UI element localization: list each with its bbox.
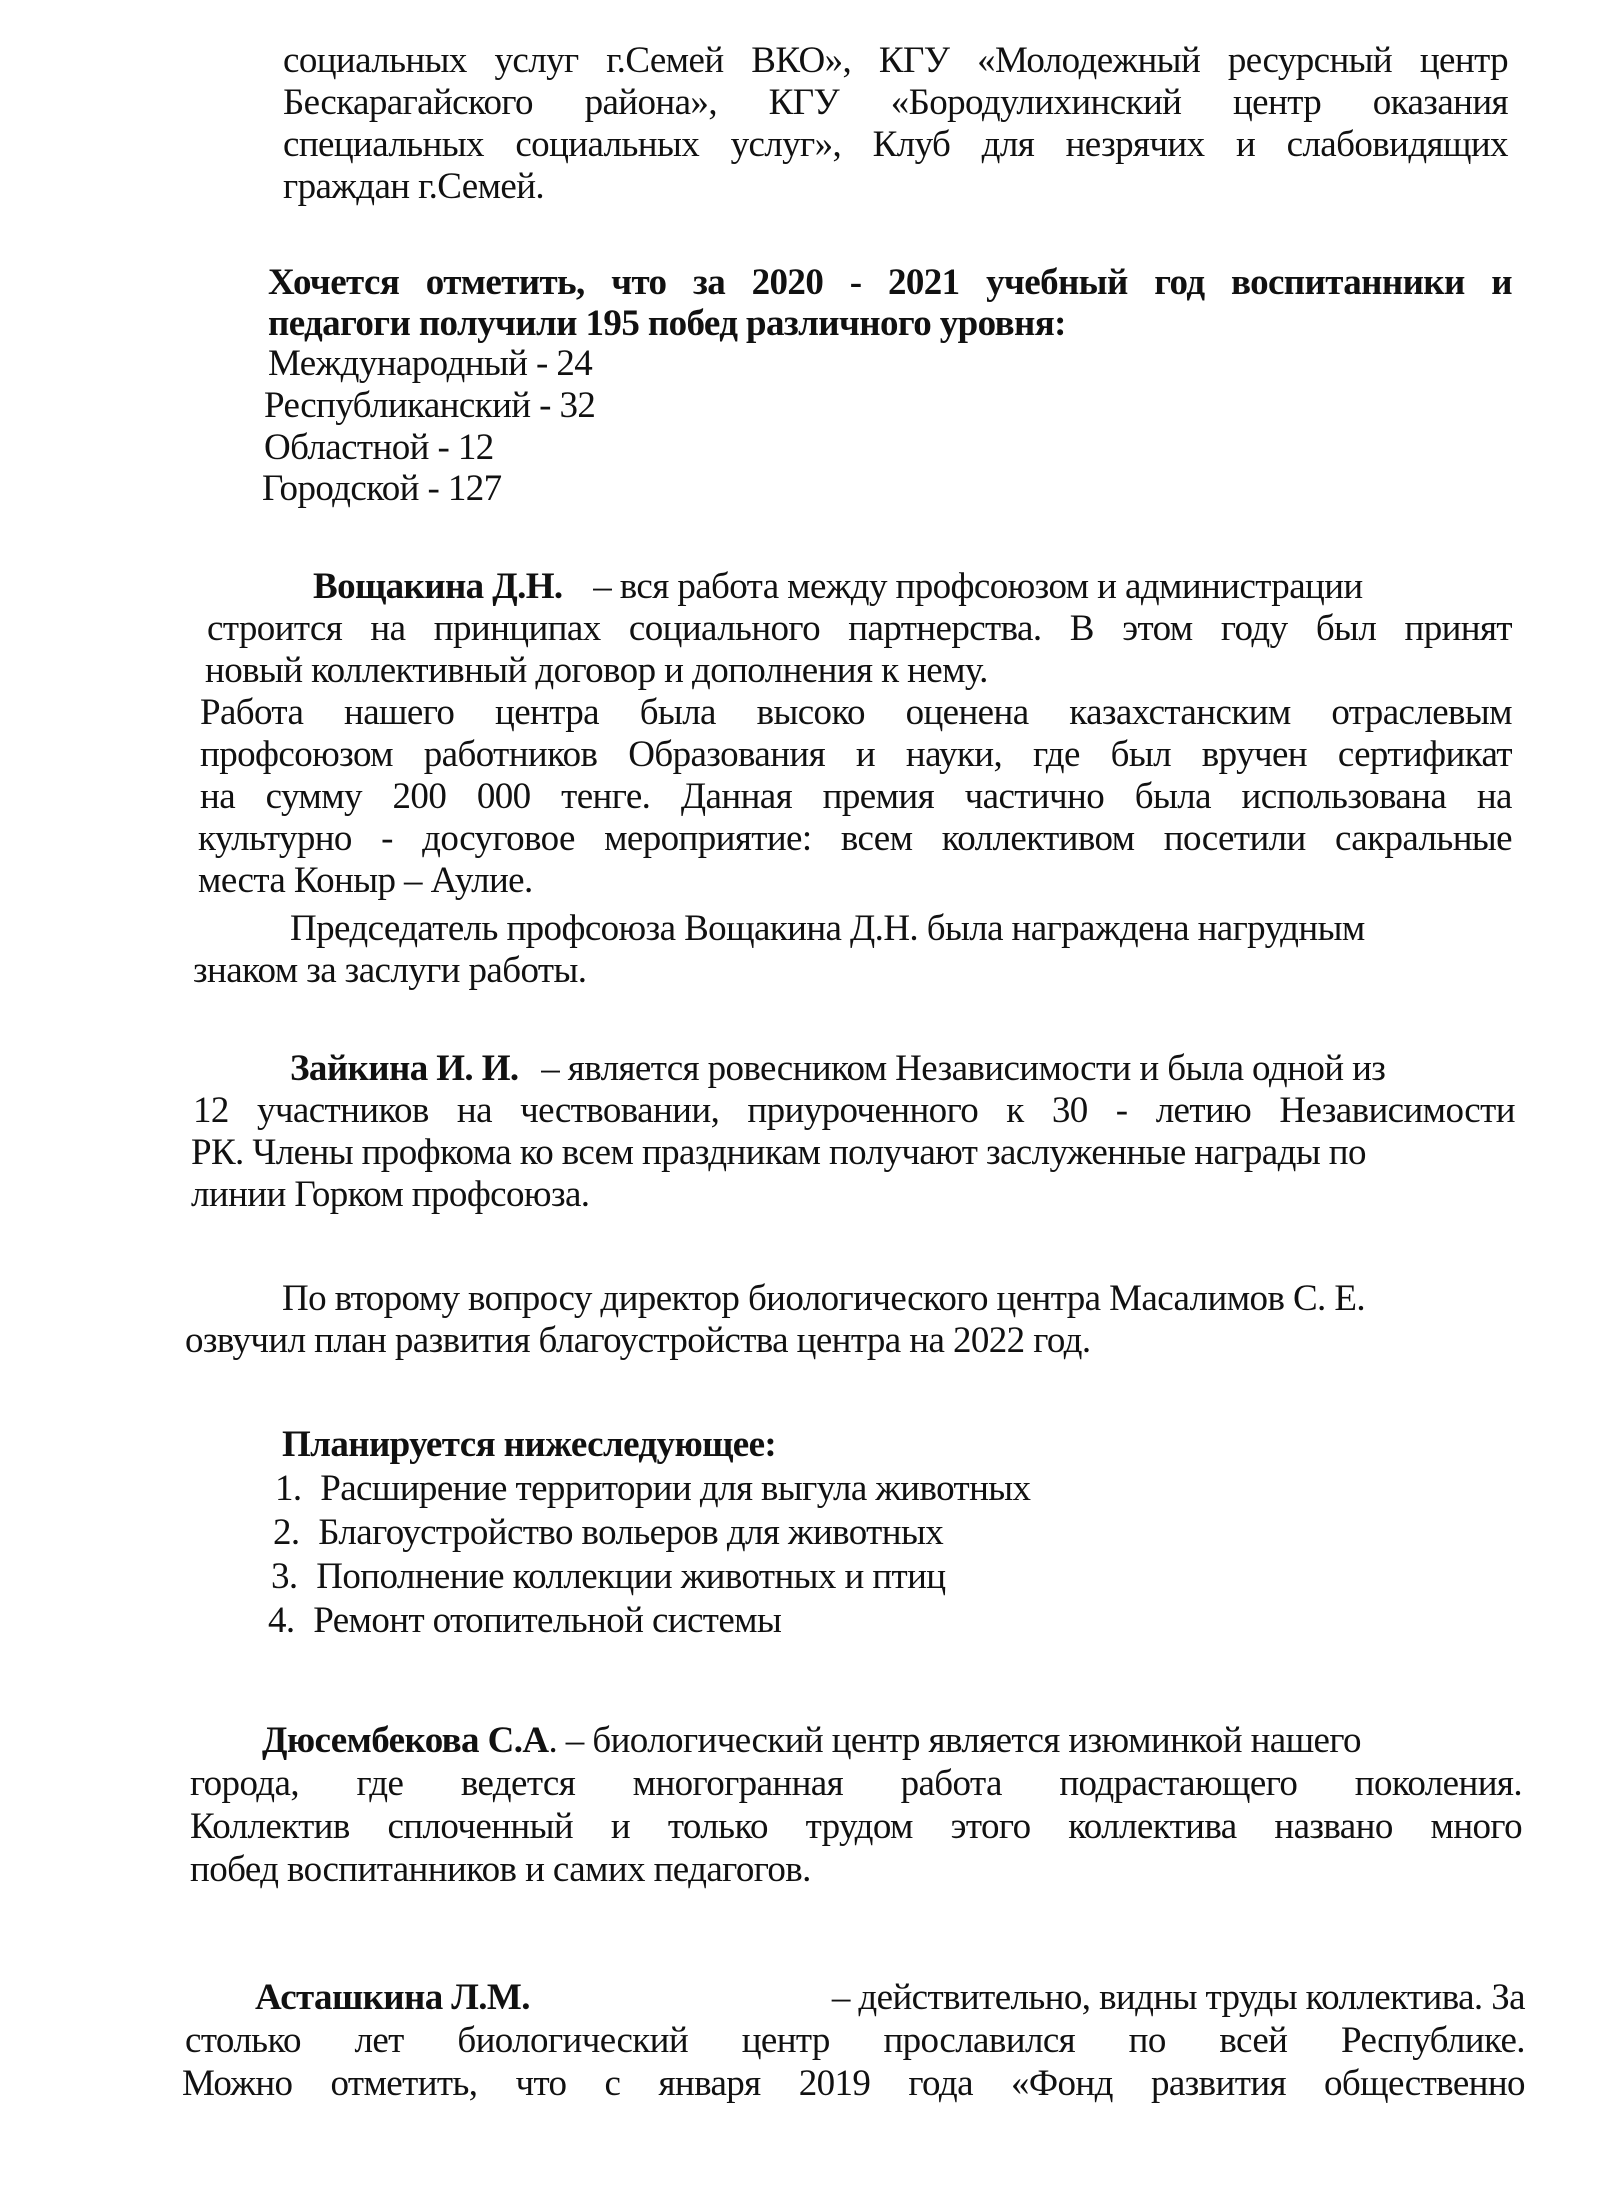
voshchakina-line-10: знаком за заслуги работы. bbox=[193, 950, 587, 991]
word: и bbox=[855, 734, 876, 775]
plan-item-4 bbox=[268, 1600, 781, 1642]
word: Коллектив bbox=[190, 1806, 350, 1847]
word: 12 bbox=[193, 1090, 229, 1131]
word: этом bbox=[1122, 608, 1193, 649]
word: участников bbox=[256, 1090, 429, 1131]
word: января bbox=[658, 2063, 761, 2104]
speaker-name: Дюсембекова С.А bbox=[262, 1720, 549, 1761]
word: социального bbox=[628, 608, 820, 649]
word: году bbox=[1220, 608, 1288, 649]
word: была bbox=[1134, 776, 1211, 817]
word: казахстанским bbox=[1069, 692, 1291, 733]
intro-line-3 bbox=[283, 124, 1508, 166]
word: г.Семей bbox=[606, 40, 724, 81]
speaker-text: – является ровесником Независимости и была одной из bbox=[541, 1048, 1386, 1089]
word: много bbox=[1430, 1806, 1522, 1847]
astashkina-line-1 bbox=[255, 1977, 1525, 2019]
word: специальных bbox=[283, 124, 484, 165]
intro-line-1 bbox=[283, 40, 1508, 82]
victory-level-international: Международный - 24 bbox=[268, 343, 593, 384]
word: за bbox=[692, 262, 726, 303]
word: нашего bbox=[344, 692, 455, 733]
speaker-text: – действительно, видны труды коллектива. За bbox=[831, 1977, 1525, 2018]
speaker-name: Асташкина Л.М. bbox=[255, 1977, 530, 2018]
word: коллективом bbox=[941, 818, 1135, 859]
dyusembekova-line-4: побед воспитанников и самих педагогов. bbox=[190, 1849, 811, 1890]
dyusembekova-line-3 bbox=[190, 1806, 1522, 1848]
zaikina-line-3: РК. Члены профкома ко всем праздникам получают заслуженные награды по bbox=[191, 1132, 1366, 1173]
word: профсоюзом bbox=[200, 734, 393, 775]
astashkina-line-3 bbox=[182, 2063, 1525, 2105]
word: Хочется bbox=[268, 262, 400, 303]
word: год bbox=[1154, 262, 1205, 303]
word: услуг bbox=[494, 40, 579, 81]
word: на bbox=[1476, 776, 1512, 817]
word: оказания bbox=[1372, 82, 1508, 123]
word: где bbox=[1032, 734, 1080, 775]
word: Данная bbox=[680, 776, 793, 817]
victories-heading-line-2: педагоги получили 195 побед различного уровня: bbox=[268, 303, 1066, 344]
word: КГУ bbox=[878, 40, 950, 81]
intro-line-2 bbox=[283, 82, 1508, 124]
word: на bbox=[456, 1090, 492, 1131]
word: коллектива bbox=[1068, 1806, 1237, 1847]
plan-item-1 bbox=[275, 1468, 1030, 1510]
word: общественно bbox=[1324, 2063, 1525, 2104]
word: для bbox=[981, 124, 1035, 165]
plan-item-text: Пополнение коллекции животных и птиц bbox=[316, 1556, 946, 1597]
word: «Бородулихинский bbox=[890, 82, 1182, 123]
word: и bbox=[1491, 262, 1512, 303]
voshchakina-line-3: новый коллективный договор и дополнения к нему. bbox=[205, 650, 988, 691]
word: Бескарагайского bbox=[283, 82, 533, 123]
word: Работа bbox=[200, 692, 304, 733]
word: всей bbox=[1219, 2020, 1288, 2061]
word: частично bbox=[964, 776, 1105, 817]
word: сертификат bbox=[1337, 734, 1512, 775]
word: воспитанники bbox=[1230, 262, 1465, 303]
word: ведется bbox=[460, 1763, 576, 1804]
plan-item-text: Расширение территории для выгула животных bbox=[320, 1468, 1031, 1509]
word: работа bbox=[900, 1763, 1002, 1804]
word: ВКО», bbox=[751, 40, 852, 81]
word: на bbox=[200, 776, 236, 817]
word: оценена bbox=[905, 692, 1029, 733]
word: «Фонд bbox=[1011, 2063, 1113, 2104]
word: - bbox=[849, 262, 862, 303]
word: Можно bbox=[182, 2063, 293, 2104]
victory-level-republican: Республиканский - 32 bbox=[264, 385, 596, 426]
word: была bbox=[639, 692, 716, 733]
speaker-text: – вся работа между профсоюзом и администрации bbox=[593, 566, 1363, 607]
word: услуг», bbox=[730, 124, 842, 165]
word: многогранная bbox=[632, 1763, 844, 1804]
second-question-line-2: озвучил план развития благоустройства центра на 2022 год. bbox=[185, 1320, 1091, 1361]
word: Клуб bbox=[872, 124, 951, 165]
word: мероприятие: bbox=[604, 818, 812, 859]
word: центр bbox=[1232, 82, 1322, 123]
word: прославился bbox=[883, 2020, 1076, 2061]
word: - bbox=[381, 818, 393, 859]
voshchakina-line-7 bbox=[198, 818, 1512, 860]
zaikina-line-1 bbox=[290, 1048, 1385, 1090]
word: 2021 bbox=[887, 262, 960, 303]
word: сумму bbox=[265, 776, 362, 817]
word: «Молодежный bbox=[977, 40, 1201, 81]
word: был bbox=[1110, 734, 1171, 775]
voshchakina-line-5 bbox=[200, 734, 1512, 776]
victory-level-regional: Областной - 12 bbox=[264, 427, 494, 468]
astashkina-line-2 bbox=[185, 2020, 1525, 2062]
plan-item-number: 2. bbox=[273, 1512, 300, 1553]
word: высоко bbox=[756, 692, 865, 733]
word: года bbox=[908, 2063, 973, 2104]
second-question-line-1: По второму вопросу директор биологического центра Масалимов С. Е. bbox=[282, 1278, 1365, 1319]
word: лет bbox=[354, 2020, 404, 2061]
word: на bbox=[370, 608, 406, 649]
word: досуговое bbox=[422, 818, 575, 859]
word: к bbox=[1006, 1090, 1024, 1131]
word: и bbox=[1235, 124, 1256, 165]
word: подрастающего bbox=[1059, 1763, 1298, 1804]
word: строится bbox=[207, 608, 343, 649]
word: науки, bbox=[905, 734, 1003, 775]
voshchakina-line-1 bbox=[313, 566, 1513, 608]
word: района», bbox=[584, 82, 717, 123]
word: социальных bbox=[283, 40, 467, 81]
plan-item-text: Ремонт отопительной системы bbox=[313, 1600, 782, 1641]
word: - bbox=[1115, 1090, 1128, 1131]
word: партнерства. bbox=[848, 608, 1042, 649]
victory-level-city: Городской - 127 bbox=[262, 468, 502, 509]
word: что bbox=[515, 2063, 567, 2104]
plan-item-number: 4. bbox=[268, 1600, 295, 1641]
word: центра bbox=[495, 692, 599, 733]
word: В bbox=[1069, 608, 1094, 649]
voshchakina-line-8: места Коныр – Аулие. bbox=[198, 860, 533, 901]
word: слабовидящих bbox=[1286, 124, 1508, 165]
word: сакральные bbox=[1335, 818, 1512, 859]
word: по bbox=[1128, 2020, 1166, 2061]
plan-item-text: Благоустройство вольеров для животных bbox=[318, 1512, 944, 1553]
word: столько bbox=[185, 2020, 301, 2061]
word: отметить, bbox=[330, 2063, 478, 2104]
intro-line-4: граждан г.Семей. bbox=[283, 166, 545, 207]
plan-heading: Планируется нижеследующее: bbox=[282, 1424, 777, 1465]
word: принципах bbox=[433, 608, 601, 649]
word: что bbox=[611, 262, 667, 303]
word: чествовании, bbox=[520, 1090, 720, 1131]
speaker-text: . – биологический центр является изюминкой нашего bbox=[548, 1720, 1361, 1761]
word: названо bbox=[1274, 1806, 1393, 1847]
word: Образования bbox=[628, 734, 826, 775]
word: социальных bbox=[515, 124, 700, 165]
word: отметить, bbox=[425, 262, 585, 303]
word: премия bbox=[822, 776, 934, 817]
word: города, bbox=[190, 1763, 299, 1804]
word: посетили bbox=[1163, 818, 1306, 859]
word: отраслевым bbox=[1331, 692, 1512, 733]
word: 200 bbox=[392, 776, 447, 817]
word: сплоченный bbox=[387, 1806, 574, 1847]
word: трудом bbox=[805, 1806, 913, 1847]
speaker-name: Зайкина И. И. bbox=[290, 1048, 519, 1089]
word: КГУ bbox=[768, 82, 840, 123]
word: центр bbox=[741, 2020, 830, 2061]
word: поколения. bbox=[1354, 1763, 1522, 1804]
plan-item-2 bbox=[273, 1512, 943, 1554]
word: 30 bbox=[1051, 1090, 1088, 1131]
word: Республике. bbox=[1340, 2020, 1525, 2061]
dyusembekova-line-1 bbox=[262, 1720, 1361, 1762]
voshchakina-line-9: Председатель профсоюза Вощакина Д.Н. была награждена нагрудным bbox=[290, 908, 1365, 949]
plan-item-number: 3. bbox=[271, 1556, 298, 1597]
plan-item-3 bbox=[271, 1556, 946, 1598]
word: принят bbox=[1404, 608, 1512, 649]
word: тенге. bbox=[561, 776, 651, 817]
word: учебный bbox=[986, 262, 1128, 303]
voshchakina-line-6 bbox=[200, 776, 1512, 818]
word: всем bbox=[840, 818, 913, 859]
word: развития bbox=[1150, 2063, 1286, 2104]
word: летию bbox=[1155, 1090, 1252, 1131]
word: где bbox=[356, 1763, 404, 1804]
word: незрячих bbox=[1065, 124, 1205, 165]
voshchakina-line-4 bbox=[200, 692, 1512, 734]
victories-heading-line-1 bbox=[268, 262, 1512, 304]
word: вручен bbox=[1201, 734, 1307, 775]
voshchakina-line-2 bbox=[207, 608, 1512, 650]
word: центр bbox=[1419, 40, 1508, 81]
zaikina-line-2 bbox=[193, 1090, 1515, 1132]
word: 2020 bbox=[751, 262, 824, 303]
word: был bbox=[1315, 608, 1377, 649]
speaker-name: Вощакина Д.Н. bbox=[313, 566, 563, 607]
dyusembekova-line-2 bbox=[190, 1763, 1522, 1805]
plan-item-number: 1. bbox=[275, 1468, 302, 1509]
word: 2019 bbox=[798, 2063, 871, 2104]
word: и bbox=[610, 1806, 631, 1847]
zaikina-line-4: линии Горком профсоюза. bbox=[191, 1174, 590, 1215]
word: 000 bbox=[476, 776, 531, 817]
word: ресурсный bbox=[1227, 40, 1393, 81]
word: этого bbox=[950, 1806, 1031, 1847]
word: работников bbox=[423, 734, 598, 775]
word: Независимости bbox=[1279, 1090, 1515, 1131]
word: биологический bbox=[457, 2020, 689, 2061]
word: с bbox=[604, 2063, 621, 2104]
word: приуроченного bbox=[747, 1090, 979, 1131]
word: культурно bbox=[198, 818, 352, 859]
word: только bbox=[667, 1806, 768, 1847]
word: использована bbox=[1241, 776, 1447, 817]
